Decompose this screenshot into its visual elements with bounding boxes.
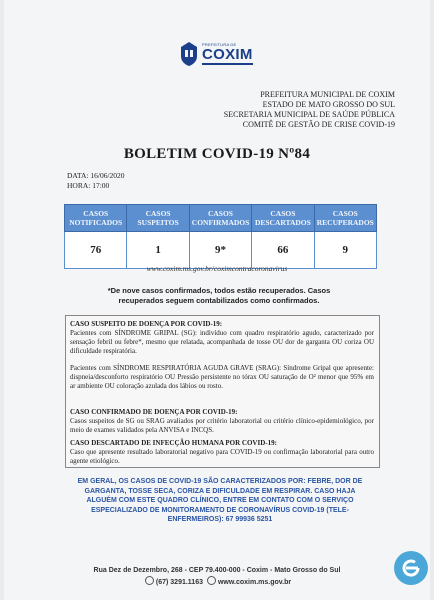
header-recuperados: CASOS RECUPERADOS bbox=[314, 205, 376, 232]
value-suspeitos: 1 bbox=[127, 232, 189, 269]
descartado-section bbox=[70, 439, 374, 466]
header-line: SECRETARIA MUNICIPAL DE SAÚDE PÚBLICA bbox=[223, 110, 395, 119]
bulletin-title: BOLETIM COVID-19 Nº84 bbox=[123, 146, 311, 162]
header-notificados: CASOS NOTIFICADOS bbox=[65, 205, 127, 232]
globe-icon bbox=[207, 576, 216, 585]
confirmado-section bbox=[70, 408, 374, 435]
value-confirmados: 9* bbox=[189, 232, 251, 269]
suspeito-section bbox=[70, 320, 374, 356]
suspeito-paragraph-2: Pacientes com SÍNDROME RESPIRATÓRIA AGUDA GRAVE (SRAG): Síndrome Gripal que apresente: dispneia/desconforto respiratório OU Pressão persistente no tórax OU saturação de O² menor que 95% em ar ambiente OU coloração azulada dos lábios ou rosto. bbox=[70, 364, 374, 390]
cases-table bbox=[64, 204, 377, 269]
confirmado-text: Casos suspeitos de SG ou SRAG avaliados por critério laboratorial ou critério clínico-epidemiológico, por meio de exames validados pela ANVISA e INCQS. bbox=[70, 417, 374, 434]
footer-phone: (67) 3291.1163 bbox=[155, 579, 203, 586]
bulletin-meta bbox=[67, 171, 125, 191]
descartado-text: Caso que apresente resultado laboratorial negativo para COVID-19 ou confirmação laboratorial para outro agente etiológico. bbox=[70, 448, 374, 465]
coxim-logo bbox=[179, 40, 257, 68]
confirmado-title: CASO CONFIRMADO DE DOENÇA POR COVID-19: bbox=[70, 408, 238, 416]
header-suspeitos: CASOS SUSPEITOS bbox=[127, 205, 189, 232]
footer-address: Rua Dez de Dezembro, 268 - CEP 79.400-000 - Coxim - Mato Grosso do Sul bbox=[93, 567, 341, 574]
logo-bar bbox=[202, 63, 253, 65]
crest-icon bbox=[179, 41, 199, 67]
header-line: PREFEITURA MUNICIPAL DE COXIM bbox=[260, 90, 395, 99]
bulletin-time: HORA: 17:00 bbox=[67, 181, 110, 190]
value-recuperados: 9 bbox=[314, 232, 376, 269]
value-notificados: 76 bbox=[65, 232, 127, 269]
confirmed-note: *De nove casos confirmados, todos estão recuperados. Casos recuperados seguem contabilizados como confirmados. bbox=[107, 286, 331, 305]
header-descartados: CASOS DESCARTADOS bbox=[252, 205, 314, 232]
logo-small-text: PREFEITURA DE bbox=[202, 42, 237, 47]
suspeito-section-2 bbox=[70, 364, 374, 391]
footer bbox=[4, 566, 430, 588]
header-line: COMITÊ DE GESTÃO DE CRISE COVID-19 bbox=[242, 120, 395, 129]
header-confirmados: CASOS CONFIRMADOS bbox=[189, 205, 251, 232]
footer-contact bbox=[4, 576, 430, 588]
symptoms-alert: EM GERAL, OS CASOS DE COVID-19 SÃO CARACTERIZADOS POR: FEBRE, DOR DE GARGANTA, TOSSE SECA, CORIZA E DIFICULDADE EM RESPIRAR. CASO HAJA ALGUÉM COM ESTE QUADRO CLÍNICO, ENTRE EM CONTATO COM O SERVIÇO ESPECIALIZADO DE MONITORAMENTO DE CORONAVÍRUS COVID-19 (TELE-ENFERMEIROS): 67 99936 5251 bbox=[77, 478, 363, 523]
website-link[interactable]: www.coxim.ms.gov.br/coximcontracoronavirus bbox=[146, 264, 288, 273]
value-descartados: 66 bbox=[252, 232, 314, 269]
suspeito-paragraph-1: Pacientes com SÍNDROME GRIPAL (SG): indivíduo com quadro respiratório agudo, caracterizado por sensação febril ou febre*, mesmo que relatada, acompanhada de tosse OU dor de garganta OU coriza OU dificuldade respiratória. bbox=[70, 329, 374, 355]
phone-icon bbox=[145, 576, 154, 585]
suspeito-title: CASO SUSPEITO DE DOENÇA POR COVID-19: bbox=[70, 320, 223, 328]
bulletin-date: DATA: 16/06/2020 bbox=[67, 171, 125, 180]
watermark-e-icon bbox=[394, 551, 428, 585]
header-line: ESTADO DE MATO GROSSO DO SUL bbox=[262, 100, 395, 109]
footer-web[interactable]: www.coxim.ms.gov.br bbox=[217, 579, 292, 586]
boletim-page bbox=[4, 0, 430, 600]
logo-big-text: COXIM bbox=[202, 46, 253, 63]
descartado-title: CASO DESCARTADO DE INFECÇÃO HUMANA POR COVID-19: bbox=[70, 439, 277, 447]
institution-header bbox=[179, 90, 395, 130]
